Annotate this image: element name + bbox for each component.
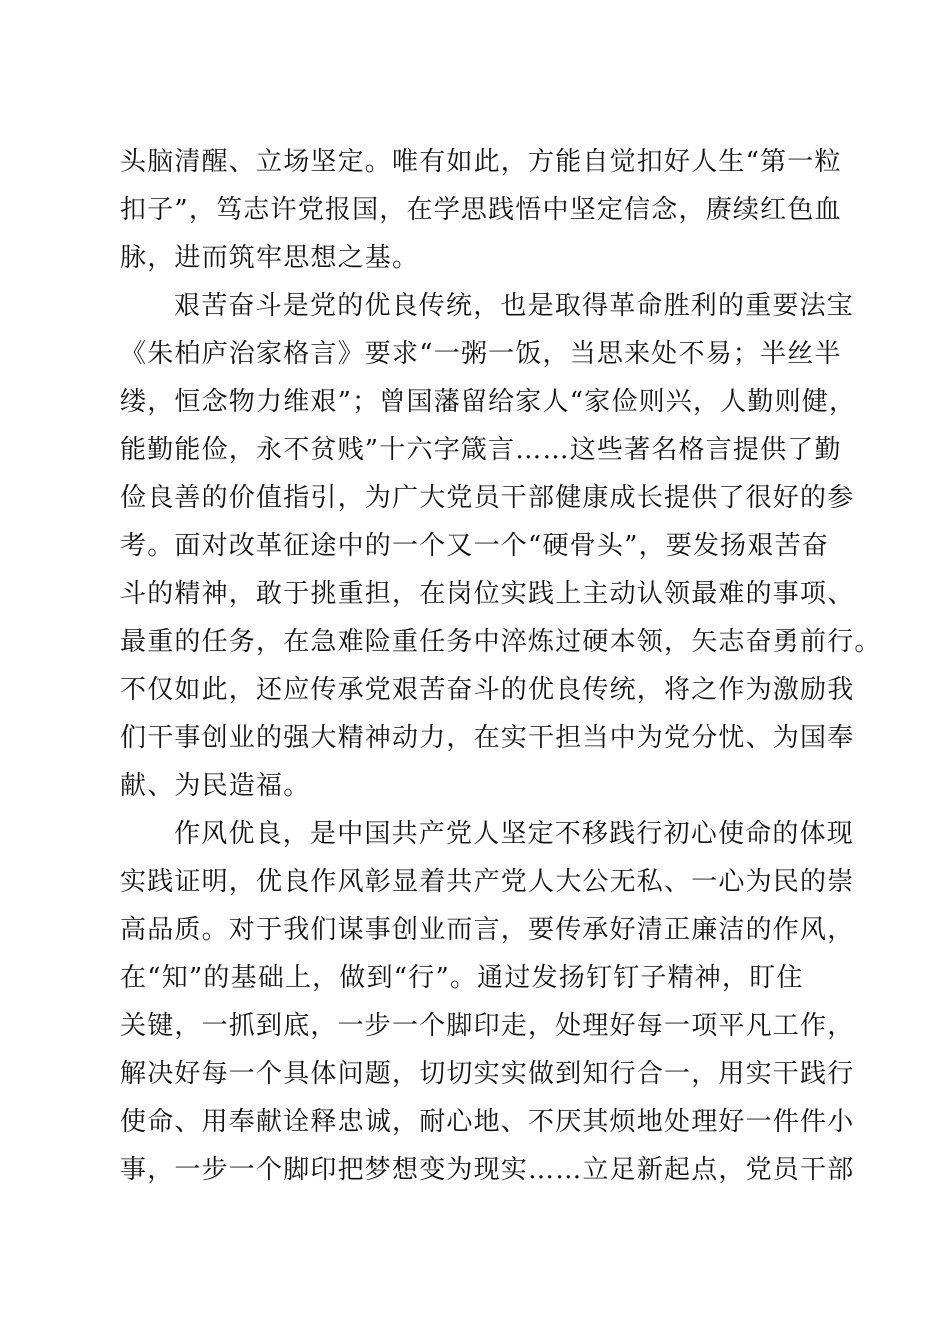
- text-line: 高品质。对于我们谋事创业而言，要传承好清正廉洁的作风，: [120, 915, 855, 945]
- text-line: 能勤能俭，永不贫贱”十六字箴言……这些著名格言提供了勤: [120, 435, 842, 465]
- text-line: 不仅如此，还应传承党艰苦奋斗的优良传统，将之作为激励我: [120, 675, 855, 705]
- text-line: 考。面对改革征途中的一个又一个“硬骨头”，要发扬艰苦奋: [120, 531, 829, 561]
- text-line: 使命、用奉献诠释忠诚，耐心地、不厌其烦地处理好一件件小: [120, 1107, 855, 1137]
- text-line: 最重的任务，在急难险重任务中淬炼过硬本领，矢志奋勇前行。: [120, 627, 882, 657]
- text-line: 在“知”的基础上，做到“行”。通过发扬钉钉子精神，盯住: [120, 963, 804, 993]
- text-line: 俭良善的价值指引，为广大党员干部健康成长提供了很好的参: [120, 483, 855, 513]
- text-line: 扣子”，笃志许党报国，在学思践悟中坚定信念，赓续红色血: [120, 195, 842, 225]
- text-line: 献、为民造福。: [120, 771, 311, 801]
- text-line: 斗的精神，敢于挑重担，在岗位实践上主动认领最难的事项、: [120, 579, 855, 609]
- text-line: 关键，一抓到底，一步一个脚印走，处理好每一项平凡工作，: [120, 1011, 855, 1041]
- text-line: 缕，恒念物力维艰”；曾国藩留给家人“家俭则兴，人勤则健，: [120, 387, 857, 417]
- paragraph-first-line: 艰苦奋斗是党的优良传统，也是取得革命胜利的重要法宝: [174, 291, 855, 321]
- text-line: 事，一步一个脚印把梦想变为现实……立足新起点，党员干部: [120, 1155, 855, 1185]
- text-line: 们干事创业的强大精神动力，在实干担当中为党分忧、为国奉: [120, 723, 855, 753]
- text-line: 头脑清醒、立场坚定。唯有如此，方能自觉扣好人生“第一粒: [120, 147, 842, 177]
- text-line: 解决好每一个具体问题，切切实实做到知行合一，用实干践行: [120, 1059, 855, 1089]
- paragraph-first-line: 作风优良，是中国共产党人坚定不移践行初心使命的体现: [174, 819, 855, 849]
- text-line: 《朱柏庐治家格言》要求“一粥一饭，当思来处不易；半丝半: [120, 339, 842, 369]
- text-line: 实践证明，优良作风彰显着共产党人大公无私、一心为民的崇: [120, 867, 855, 897]
- text-line: 脉，进而筑牢思想之基。: [120, 243, 420, 273]
